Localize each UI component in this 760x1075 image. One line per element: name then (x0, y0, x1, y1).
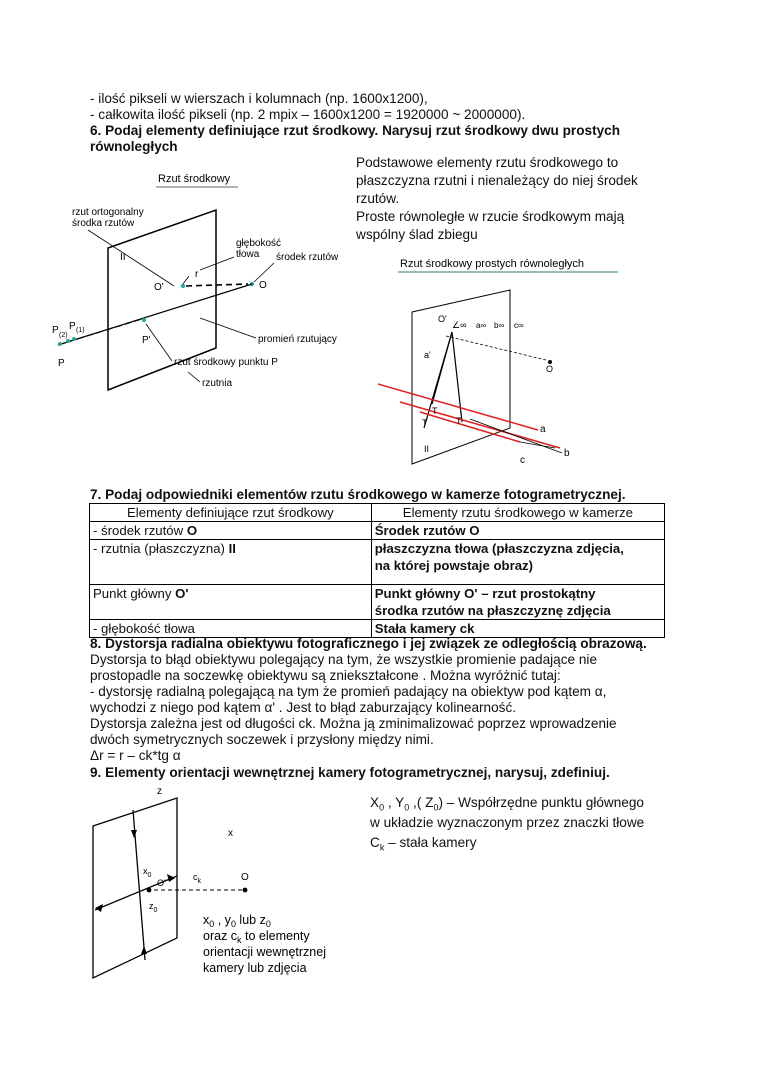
point-O-prime (181, 284, 185, 288)
table-cell-right: Stała kamery ck (371, 620, 664, 638)
label-ortho-1: rzut ortogonalny (72, 207, 144, 218)
interior-orientation-figure (85, 780, 385, 995)
table-cell-left: - rzutnia (płaszczyzna) II (90, 540, 372, 585)
line-c (420, 412, 520, 442)
table-cell-right: Środek rzutów O (371, 522, 664, 540)
label-ray: promień rzutujący (258, 334, 337, 345)
fig2-title: Rzut środkowy prostych równoległych (400, 258, 585, 270)
q6-description (356, 154, 656, 244)
table-row (90, 585, 665, 620)
q9-figure-caption (203, 913, 326, 975)
fig2-sym-Tb: T (456, 416, 462, 426)
svg-text:orientacji wewnętrznej: orientacji wewnętrznej (203, 945, 326, 959)
intro-line-2: - całkowita ilość pikseli (np. 2 mpix – 1600x1200 = 1920000 ~ 2000000). (90, 107, 526, 122)
point-O (243, 888, 248, 893)
comparison-table (89, 503, 665, 638)
table-header-col2: Elementy rzutu środkowego w kamerze (371, 504, 664, 522)
q9-def-line-3: $C_k$ – stała kamery (370, 835, 477, 853)
label-point-projection: rzut środkowy punktu P (174, 357, 278, 368)
fiducial-mark-bottom (141, 946, 147, 954)
fig2-sym-O-prime: O' (438, 314, 447, 324)
sym-P2-sub: (2) (59, 332, 68, 339)
sym-plane-II: II (120, 252, 126, 263)
sym-P2: P (52, 325, 59, 336)
table-cell-right: Punkt główny O' – rzut prostokątny środka rzutów na płaszczyznę zdjęcia (371, 585, 664, 620)
table-cell-left: Punkt główny O' (90, 585, 372, 620)
fig2-sym-Ta: T (432, 406, 438, 416)
q6-desc-line: rzutów. (356, 191, 400, 206)
fig2-sym-a-inf: a∞ (476, 321, 487, 330)
svg-text:kamery lub zdjęcia: kamery lub zdjęcia (203, 961, 307, 975)
q8-line: Δr = r – ck*tg α (90, 748, 181, 763)
table-cell-right: płaszczyzna tłowa (płaszczyzna zdjęcia, na której powstaje obraz) (371, 540, 664, 585)
intro-line-1: - ilość pikseli w wierszach i kolumnach (np. 1600x1200), (90, 91, 428, 106)
sym-O-prime: O' (154, 282, 164, 293)
svg-text:oraz ck to elementy: oraz $c_k$ to elementy (203, 929, 310, 945)
table-row (90, 540, 665, 585)
sym-P-prime: P' (142, 335, 151, 346)
label-depth-1: głębokość (236, 238, 282, 249)
fig2-sym-a-prime: a' (424, 350, 431, 360)
central-projection-figure (50, 160, 360, 400)
fig2-sym-Tc: T (422, 418, 428, 428)
point-O-prime (147, 888, 152, 893)
q6-desc-line: Podstawowe elementy rzutu środkowego to (356, 155, 619, 170)
sym-P: P (58, 358, 65, 369)
q9-definitions (370, 793, 670, 853)
sym-O: O (259, 280, 267, 291)
fig2-sym-b-inf: b∞ (494, 321, 505, 330)
q6-desc-line: płaszczyzna rzutni i nienależący do niej środek (356, 173, 638, 188)
image-plane (93, 798, 177, 978)
q8-line: Dystorsja zależna jest od długości ck. Można ją zminimalizować poprzez wprowadzenie (90, 716, 617, 731)
q8-heading: 8. Dystorsja radialna obiektywu fotograficznego i jej związek ze odległością obrazową. (90, 636, 647, 651)
fiducial-mark-top (131, 830, 137, 838)
fig1-title: Rzut środkowy (158, 173, 231, 185)
sym-O: O (241, 872, 249, 883)
table-cell-left: - głębokość tłowa (90, 620, 372, 638)
q6-desc-line: Proste równoległe w rzucie środkowym mają (356, 209, 625, 224)
sym-ck: $c_k$ (193, 872, 201, 885)
fig2-projection-plane (412, 290, 510, 464)
q9-def-line-2: w układzie wyznaczonym przez znaczki tłowe (370, 815, 645, 830)
q8-line: Dystorsja to błąd obiektywu polegający na tym, że wszystkie promienie padające nie (90, 652, 597, 667)
q6-heading-line-2: równoległych (90, 139, 178, 154)
table-row (90, 522, 665, 540)
sym-x: x (228, 828, 233, 839)
svg-text:x0 , y0 lub z0: $x_0$ , $y_0$ lub $z_0$ (203, 913, 271, 929)
q9-def-line-1: $X_0$ , $Y_0$ ,( $Z_0$) – Współrzędne punktu głównego (370, 795, 644, 813)
q8-line: prostopadle na soczewkę obiektywu są zniekształcone . Można wyróżnić tutaj: (90, 668, 561, 683)
depth-dashed-line (186, 284, 248, 286)
label-ortho-2: środka rzutów (72, 218, 135, 229)
sym-P1: P (69, 321, 76, 332)
sym-O-prime: O' (157, 878, 166, 888)
table-row (90, 620, 665, 638)
fig2-sym-b: b (564, 448, 570, 459)
table-header-row (90, 504, 665, 522)
fig2-sym-O: O (546, 364, 554, 374)
q8-line: dwóch symetrycznych soczewek i przysłony między nimi. (90, 732, 434, 747)
q7-heading: 7. Podaj odpowiedniki elementów rzutu środkowego w kamerze fotogrametrycznej. (90, 487, 626, 502)
fig2-sym-c-inf: c∞ (514, 321, 524, 330)
q9-heading: 9. Elementy orientacji wewnętrznej kamery fotogrametrycznej, narysuj, zdefiniuj. (90, 765, 610, 780)
label-depth-2: tłowa (236, 249, 260, 260)
sym-x0: $x_0$ (143, 866, 152, 879)
fiducial-mark-left (95, 904, 103, 912)
sym-P1-sub: (1) (76, 327, 85, 334)
fig2-sym-c: c (520, 455, 525, 466)
label-center: środek rzutów (276, 252, 339, 263)
fig2-sym-L-inf: ∠∞ (452, 320, 467, 330)
q8-line: - dystorsję radialną polegającą na tym że promień padający na obiektyw pod kątem α, (90, 684, 607, 699)
sym-z: z (157, 786, 162, 797)
label-plane: rzutnia (202, 378, 233, 389)
fig2-sym-a: a (540, 424, 546, 435)
fiducial-mark-right (167, 874, 175, 882)
fig2-sym-II: II (424, 444, 430, 454)
q8-line: wychodzi z niego pod kątem α' . Jest to błąd zaburzający kolinearność. (90, 700, 517, 715)
table-cell-left: - środek rzutów O (90, 522, 372, 540)
table-header-col1: Elementy definiujące rzut środkowy (90, 504, 372, 522)
q6-desc-line: wspólny ślad zbiegu (356, 227, 478, 242)
sym-r: r (195, 269, 199, 280)
sym-z0: $z_0$ (149, 901, 158, 914)
q6-heading-line-1: 6. Podaj elementy definiujące rzut środkowy. Narysuj rzut środkowy dwu prostych (90, 123, 621, 138)
parallel-lines-figure (370, 252, 640, 472)
